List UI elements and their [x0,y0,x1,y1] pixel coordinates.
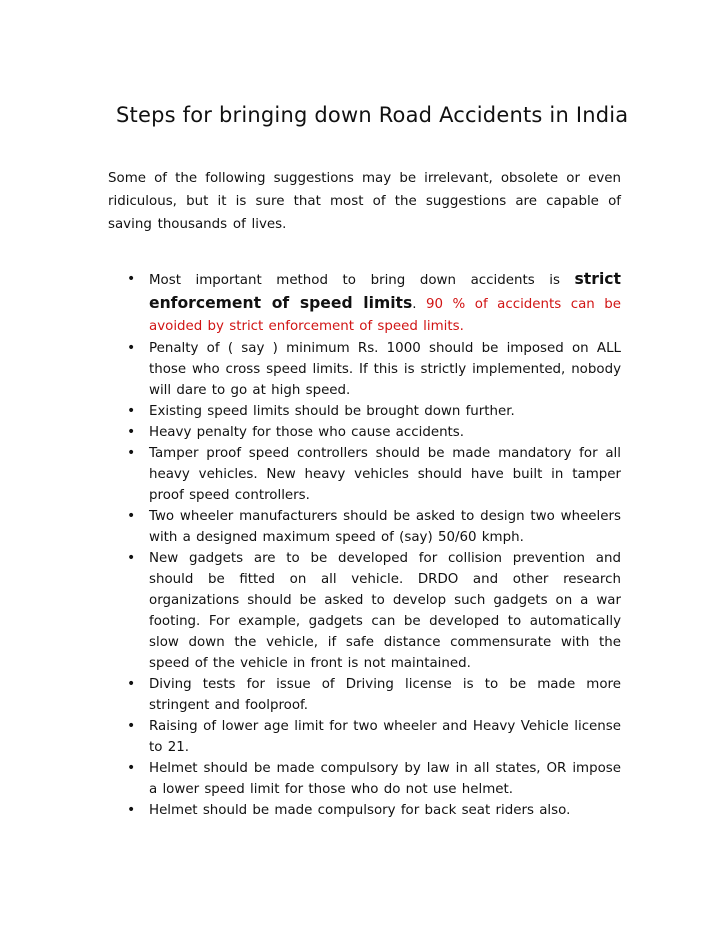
list-item [125,338,621,401]
first-item-period: . [412,297,417,312]
bullet-icon: • [127,403,136,419]
bullet-icon: • [127,445,136,461]
list-item-text: Two wheeler manufacturers should be asked to design two wheelers with a designed maximum speed of (say) 50/60 kmph. [149,509,621,545]
list-item [125,506,621,548]
bullet-icon: • [127,508,136,524]
list-item-text: Helmet should be made compulsory by law in all states, OR impose a lower speed limit for those who do not use helmet. [149,761,621,797]
list-item [125,800,621,821]
first-item-prefix: Most important method to bring down accidents is [149,273,575,288]
bullet-icon: • [127,676,136,692]
list-item [125,674,621,716]
list-item-text: Existing speed limits should be brought down further. [149,404,515,419]
list-item-text: Heavy penalty for those who cause accidents. [149,425,465,440]
bullet-icon: • [127,802,136,818]
list-item [125,716,621,758]
first-item-highlight: 90 % of accidents can be avoided by strict enforcement of speed limits. [149,297,621,334]
bullet-icon: • [127,340,136,356]
list-item [125,268,621,338]
list-item-text: New gadgets are to be developed for collision prevention and should be fitted on all vehicle. DRDO and other research organizations should be asked to develop such gadgets on a war footing. For example, gadgets can be developed to automatically slow down the vehicle, if safe distance commensurate with the speed of the vehicle in front is not maintained. [149,551,621,671]
list-item-text: Helmet should be made compulsory for back seat riders also. [149,803,571,818]
list-item [125,758,621,800]
list-item [125,422,621,443]
bullet-icon: • [127,271,136,287]
first-item-emphasis: strict enforcement of speed limits [149,270,621,312]
list-item [125,401,621,422]
list-item-text: Penalty of ( say ) minimum Rs. 1000 should be imposed on ALL those who cross speed limits. If this is strictly implemented, nobody will dare to go at high speed. [149,341,621,398]
bullet-icon: • [127,760,136,776]
list-item-text: Diving tests for issue of Driving license is to be made more stringent and foolproof. [149,677,621,713]
page-title: Steps for bringing down Road Accidents in India [116,103,629,127]
list-item [125,548,621,674]
bullet-icon: • [127,424,136,440]
bullet-icon: • [127,550,136,566]
list-item-text: Tamper proof speed controllers should be made mandatory for all heavy vehicles. New heavy vehicles should have built in tamper proof speed controllers. [149,446,621,503]
bullet-icon: • [127,718,136,734]
list-item [125,443,621,506]
suggestion-list [125,268,621,821]
intro-paragraph: Some of the following suggestions may be irrelevant, obsolete or even ridiculous, but it is sure that most of the suggestions are capable of saving thousands of lives. [108,171,621,232]
list-item-text: Raising of lower age limit for two wheeler and Heavy Vehicle license to 21. [149,719,621,755]
